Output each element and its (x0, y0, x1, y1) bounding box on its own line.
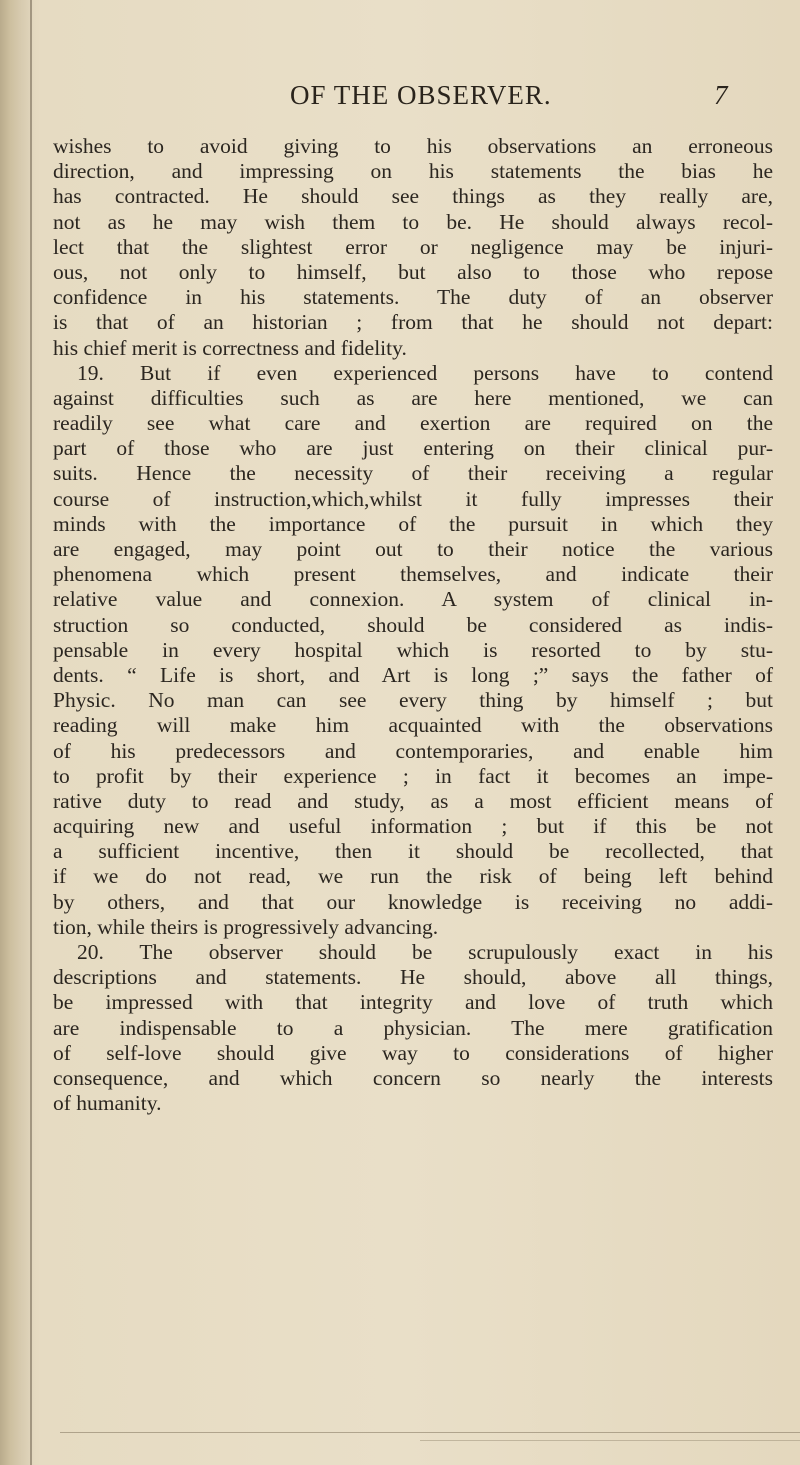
text-line: of self-love should give way to considerations of higher (53, 1040, 773, 1065)
text-line: are engaged, may point out to their notice the various (53, 537, 773, 561)
text-line: of his predecessors and contemporaries, and enable him (53, 738, 773, 763)
text-line: is that of an historian ; from that he should not depart: (53, 310, 773, 335)
text-line: relative value and connexion. A system of clinical in- (53, 587, 773, 612)
text-line: his chief merit is correctness and fidelity. (53, 335, 407, 360)
text-line: pensable in every hospital which is resorted to by stu- (53, 637, 773, 662)
text-line: consequence, and which concern so nearly the interests (53, 1065, 773, 1090)
text-line: lect that the slightest error or negligence may be injuri- (53, 234, 773, 259)
text-line: dents. “ Life is short, and Art is long ;” says the father of (53, 662, 773, 687)
text-line: course of instruction,which,whilst it fully impresses their (53, 486, 773, 511)
text-line: acquiring new and useful information ; but if this be not (53, 814, 773, 839)
text-line: 19. But if even experienced persons have to contend (77, 360, 773, 385)
text-line: readily see what care and exertion are required on the (53, 411, 773, 436)
text-line: 20. The observer should be scrupulously exact in his (77, 940, 773, 964)
text-line: struction so conducted, should be considered as indis- (53, 612, 773, 637)
body-text (53, 134, 773, 1116)
binding-edge (0, 0, 34, 1465)
text-line: by others, and that our knowledge is receiving no addi- (53, 889, 773, 914)
text-line: ous, not only to himself, but also to those who repose (53, 259, 773, 284)
text-line: direction, and impressing on his statements the bias he (53, 159, 773, 184)
text-line: descriptions and statements. He should, above all things, (53, 965, 773, 990)
bottom-rule-secondary (420, 1440, 800, 1441)
bottom-rule (60, 1432, 800, 1433)
text-line: reading will make him acquainted with the observations (53, 713, 773, 738)
text-line: phenomena which present themselves, and indicate their (53, 562, 773, 587)
text-line: not as he may wish them to be. He should always recol- (53, 209, 773, 234)
text-line: be impressed with that integrity and love of truth which (53, 990, 773, 1015)
text-line: confidence in his statements. The duty of an observer (53, 285, 773, 310)
text-line: to profit by their experience ; in fact it becomes an impe- (53, 763, 773, 788)
running-head: OF THE OBSERVER. (290, 80, 552, 110)
text-line: suits. Hence the necessity of their receiving a regular (53, 461, 773, 486)
text-line: tion, while theirs is progressively advancing. (53, 914, 439, 939)
page-number: 7 (714, 80, 728, 110)
text-line: rative duty to read and study, as a most efficient means of (53, 788, 773, 813)
text-line: Physic. No man can see every thing by himself ; but (53, 688, 773, 713)
text-line: of humanity. (53, 1091, 162, 1116)
text-line: against difficulties such as are here mentioned, we can (53, 385, 773, 410)
text-line: a sufficient incentive, then it should be recollected, that (53, 839, 773, 864)
text-line: has contracted. He should see things as they really are, (53, 184, 773, 209)
text-line: minds with the importance of the pursuit in which they (53, 511, 773, 536)
text-line: wishes to avoid giving to his observations an erroneous (53, 134, 773, 158)
text-line: if we do not read, we run the risk of being left behind (53, 864, 773, 889)
text-line: part of those who are just entering on their clinical pur- (53, 436, 773, 461)
text-line: are indispensable to a physician. The mere gratification (53, 1015, 773, 1040)
binding-gutter-line (30, 0, 32, 1465)
